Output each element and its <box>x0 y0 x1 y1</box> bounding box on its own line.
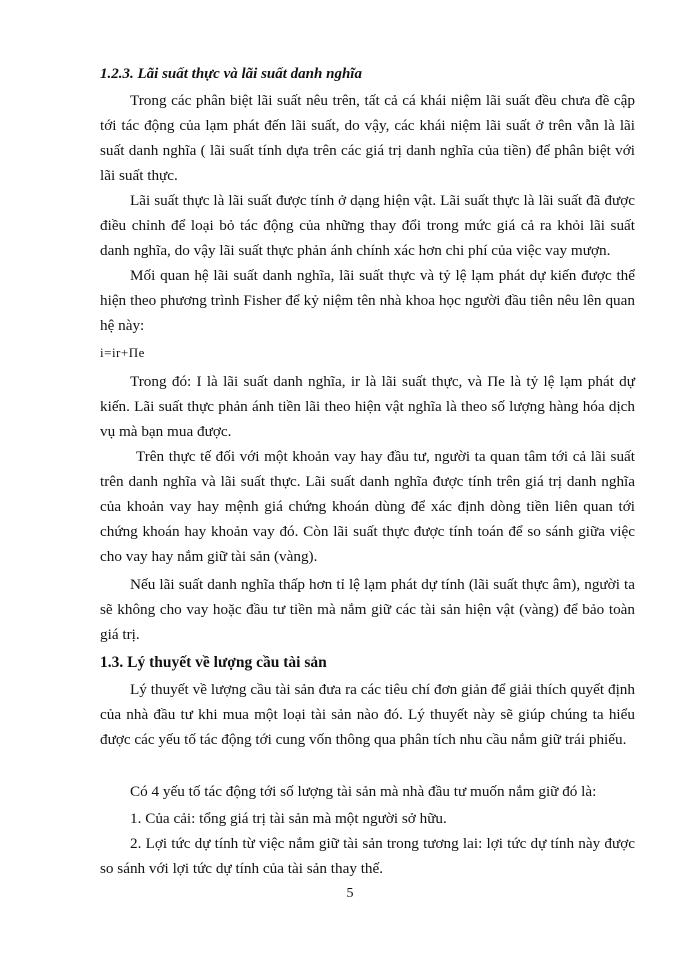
paragraph: Có 4 yếu tố tác động tới số lượng tài sản mà nhà đầu tư muốn nắm giữ đó là: <box>130 783 597 800</box>
fisher-formula: i=ir+Πe <box>100 345 145 360</box>
paragraph: Trong đó: I là lãi suất danh nghĩa, ir là lãi suất thực, và Πe là tỷ lệ lạm phát dự kiến. Lãi suất thực phản ánh tiền lãi theo hiện vật nghĩa là theo số lượng hàng hóa dịch vụ mà bạn mua được. <box>100 373 635 440</box>
list-item: 1. Của cải: tổng giá trị tài sản mà một người sở hữu. <box>130 810 447 827</box>
paragraph: Nếu lãi suất danh nghĩa thấp hơn tỉ lệ lạm phát dự tính (lãi suất thực âm), người ta sẽ không cho vay hoặc đầu tư tiền mà nắm giữ các tài sản hiện vật (vàng) để bảo toàn giá trị. <box>100 576 635 643</box>
paragraph: Lý thuyết về lượng cầu tài sản đưa ra các tiêu chí đơn giản để giải thích quyết định của nhà đầu tư khi mua một loại tài sản nào đó. Lý thuyết này sẽ giúp chúng ta hiểu được các yếu tố tác động tới cung vốn thông qua phân tích nhu cầu nắm giữ trái phiếu. <box>100 681 635 748</box>
page-number: 5 <box>346 886 354 901</box>
paragraph: Trên thực tế đối với một khoản vay hay đầu tư, người ta quan tâm tới cả lãi suất trên danh nghĩa và lãi suất thực. Lãi suất danh nghĩa được tính trên giá trị danh nghĩa của khoản vay hay mệnh giá chứng khoán dùng để xác định dòng tiền liên quan tới chứng khoán hay khoản vay đó. Còn lãi suất thực được tính toán để so sánh giữa việc cho vay hay nắm giữ tài sản (vàng). <box>100 448 635 565</box>
section-heading-1-2-3: 1.2.3. Lãi suất thực và lãi suất danh nghĩa <box>100 66 362 82</box>
paragraph: Lãi suất thực là lãi suất được tính ở dạng hiện vật. Lãi suất thực là lãi suất đã được điều chỉnh để loại bỏ tác động của những thay đổi trong mức giá cả ra khỏi lãi suất danh nghĩa, do vậy lãi suất thực phản ánh chính xác hơn chi phí của việc vay mượn. <box>100 192 635 259</box>
paragraph: Mối quan hệ lãi suất danh nghĩa, lãi suất thực và tỷ lệ lạm phát dự kiến được thể hiện theo phương trình Fisher để kỷ niệm tên nhà khoa học người đầu tiên nêu lên quan hệ này: <box>100 267 635 334</box>
section-heading-1-3: 1.3. Lý thuyết về lượng cầu tài sản <box>100 654 327 671</box>
paragraph: Trong các phân biệt lãi suất nêu trên, tất cả cá khái niệm lãi suất đều chưa đề cập tới tác động của lạm phát đến lãi suất, do vậy, các khái niệm lãi suất ở trên vẫn là lãi suất danh nghĩa ( lãi suất tính dựa trên các giá trị danh nghĩa của tiền) để phân biệt với lãi suất thực. <box>100 92 635 184</box>
list-item: 2. Lợi tức dự tính từ việc nắm giữ tài sản trong tương lai: lợi tức dự tính này được so sánh với lợi tức dự tính của tài sản thay thế. <box>100 835 635 877</box>
